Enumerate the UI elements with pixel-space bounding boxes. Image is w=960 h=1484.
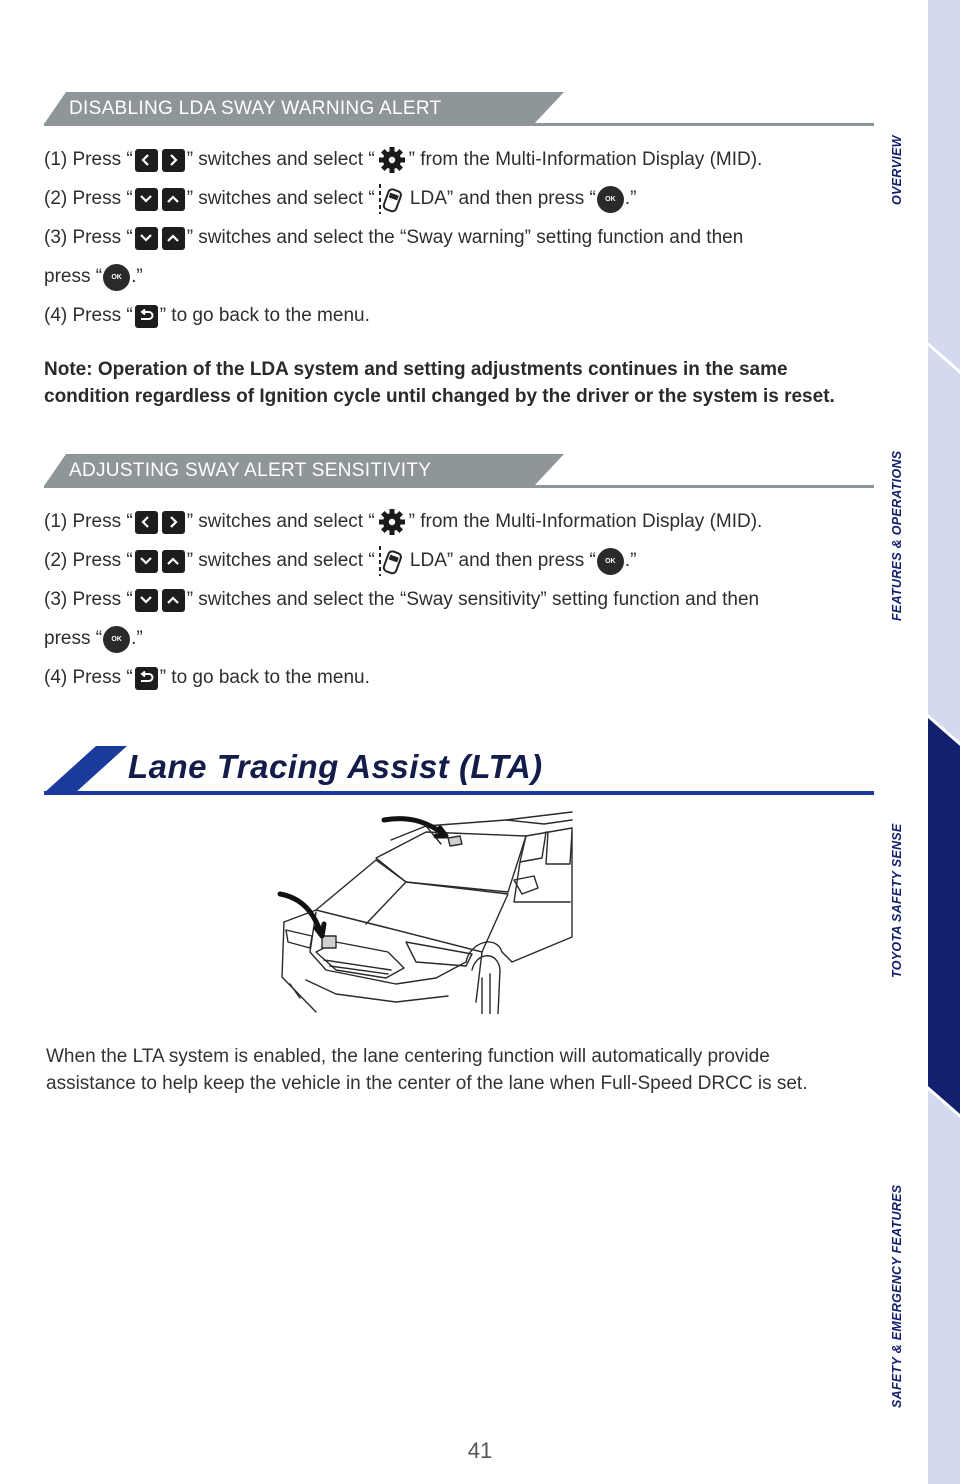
tab-safety-label-wrap	[890, 0, 926, 1408]
tab-safety-emergency[interactable]	[928, 1090, 960, 1484]
up-arrow-icon	[162, 188, 185, 211]
section-header-rule	[44, 485, 874, 488]
right-arrow-icon	[162, 149, 185, 172]
step-3: (3) Press “ ” switches and select the “Sway sensitivity” setting function and then	[44, 589, 760, 610]
section-title: DISABLING LDA SWAY WARNING ALERT	[69, 98, 442, 119]
back-icon	[135, 667, 158, 690]
step-3-cont: press “ OK .”	[44, 263, 143, 291]
ok-button-icon: OK	[597, 548, 624, 575]
down-arrow-icon	[135, 550, 158, 573]
gear-icon	[377, 145, 407, 175]
tab-features-operations[interactable]	[928, 346, 960, 742]
down-arrow-icon	[135, 227, 158, 250]
section-title: ADJUSTING SWAY ALERT SENSITIVITY	[69, 460, 432, 481]
step-1: (1) Press “ ” switches and select “ ” from the Multi-Information Display (MID).	[44, 508, 762, 536]
ok-button-icon: OK	[103, 264, 130, 291]
tab-toyota-safety-sense-label: TOYOTA SAFETY SENSE	[890, 823, 904, 978]
note-text: Note: Operation of the LDA system and setting adjustments continues in the same condition regardless of Ignition cycle until changed by the driver or the system is reset.	[44, 359, 835, 407]
tab-features-operations-label: FEATURES & OPERATIONS	[890, 450, 904, 621]
step-4: (4) Press “ ” to go back to the menu.	[44, 305, 370, 326]
step-2: (2) Press “ ” switches and select “ LDA” and then press “ OK .”	[44, 547, 636, 575]
back-icon	[135, 305, 158, 328]
vehicle-illustration	[276, 802, 576, 1014]
step-4: (4) Press “ ” to go back to the menu.	[44, 667, 370, 688]
tab-overview-label: OVERVIEW	[890, 135, 904, 205]
step-1: (1) Press “ ” switches and select “ ” from the Multi-Information Display (MID).	[44, 146, 762, 174]
lta-description: When the LTA system is enabled, the lane centering function will automatically provide assistance to help keep the vehicle in the center of the lane when Full-Speed DRCC is set.	[46, 1046, 808, 1094]
lta-title: Lane Tracing Assist (LTA)	[128, 748, 543, 785]
section-header-adjusting	[44, 454, 874, 488]
left-arrow-icon	[135, 149, 158, 172]
left-arrow-icon	[135, 511, 158, 534]
step-2: (2) Press “ ” switches and select “ LDA” and then press “ OK .”	[44, 185, 636, 213]
up-arrow-icon	[162, 589, 185, 612]
gear-icon	[377, 507, 407, 537]
section-header-rule	[44, 123, 874, 126]
tab-overview[interactable]	[928, 0, 960, 370]
camera-callout-arrow	[384, 819, 446, 836]
section-header-disabling	[44, 92, 874, 126]
right-arrow-icon	[162, 511, 185, 534]
page-number: 41	[467, 1438, 493, 1463]
tab-safety-emergency-label: SAFETY & EMERGENCY FEATURES	[890, 1184, 904, 1408]
ok-button-icon: OK	[103, 626, 130, 653]
step-3: (3) Press “ ” switches and select the “Sway warning” setting function and then	[44, 227, 744, 248]
up-arrow-icon	[162, 550, 185, 573]
lane-departure-icon	[375, 544, 405, 578]
step-3-cont: press “ OK .”	[44, 625, 143, 653]
lane-departure-icon	[375, 182, 405, 216]
ok-button-icon: OK	[597, 186, 624, 213]
up-arrow-icon	[162, 227, 185, 250]
down-arrow-icon	[135, 589, 158, 612]
down-arrow-icon	[135, 188, 158, 211]
